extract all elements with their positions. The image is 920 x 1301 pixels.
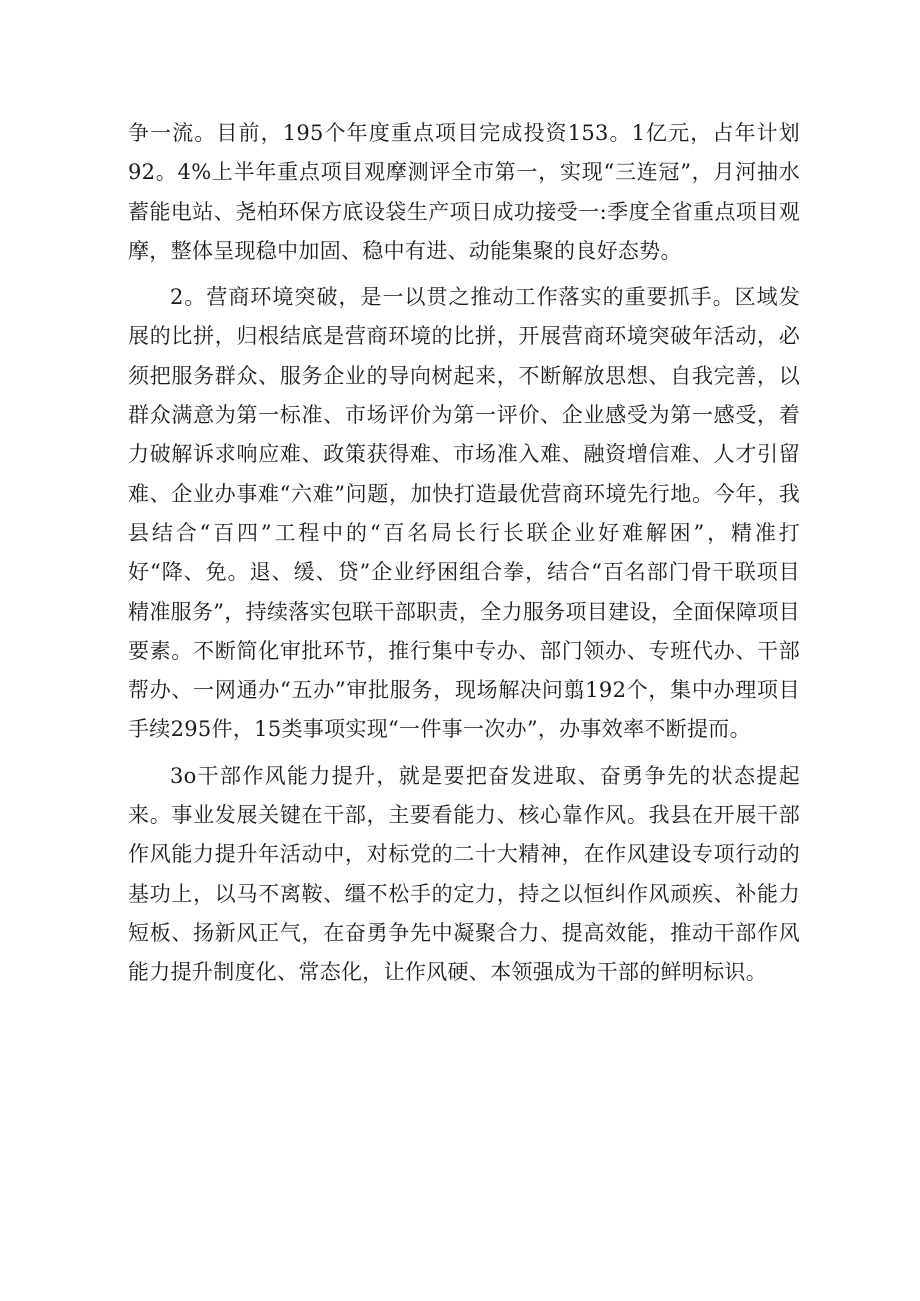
paragraph-cadre-style: 3o干部作风能力提升，就是要把奋发进取、奋勇争先的状态提起来。事业发展关键在干部，主要看能力、核心靠作风。我县在开展干部作风能力提升年活动中，对标党的二十大精神，在作风建设专项行动的基功上，以马不离鞍、缰不松手的定力，持之以恒纠作风顽疾、补能力短板、扬新风正气，在奋勇争先中凝聚合力、提高效能，推动干部作风能力提升制度化、常态化，让作风硬、本领强成为干部的鲜明标识。 xyxy=(128,763,800,985)
document-body xyxy=(128,114,800,993)
paragraph-continuation: 争一流。目前，195个年度重点项目完成投资153。1亿元，占年计划92。4%上半年重点项目观摩测评全市第一，实现“三连冠”，月河抽水蓄能电站、尧柏环保方底设袋生产项日成功接受一:季度全省重点项目观摩，整体呈现稳中加固、稳中有进、动能集聚的良好态势。 xyxy=(128,121,800,263)
paragraph-business-environment: 2。营商环境突破，是一以贯之推动工作落实的重要抓手。区域发展的比拼，归根结底是营商环境的比拼，开展营商环境突破年活动，必须把服务群众、服务企业的导向树起来，不断解放思想、自我完善，以群众满意为第一标准、市场评价为第一评价、企业感受为第一感受，着力破解诉求响应难、政策获得难、市场准入难、融资增信难、人才引留难、企业办事难“六难”问题，加快打造最优营商环境先行地。今年，我县结合“百四”工程中的“百名局长行长联企业好难解困”，精准打好“降、免。退、缓、贷”企业纾困组合拳，结合“百名部门骨干联项目精准服务”，持续落实包联干部职责，全力服务项目建设，全面保障项目要素。不断简化审批环节，推行集中专办、部门领办、专班代办、干部帮办、一网通办“五办”审批服务，现场解决问翦192个，集中办理项目手续295件，15类事项实现“一件事一次办”，办事效率不断提而。 xyxy=(128,285,800,742)
